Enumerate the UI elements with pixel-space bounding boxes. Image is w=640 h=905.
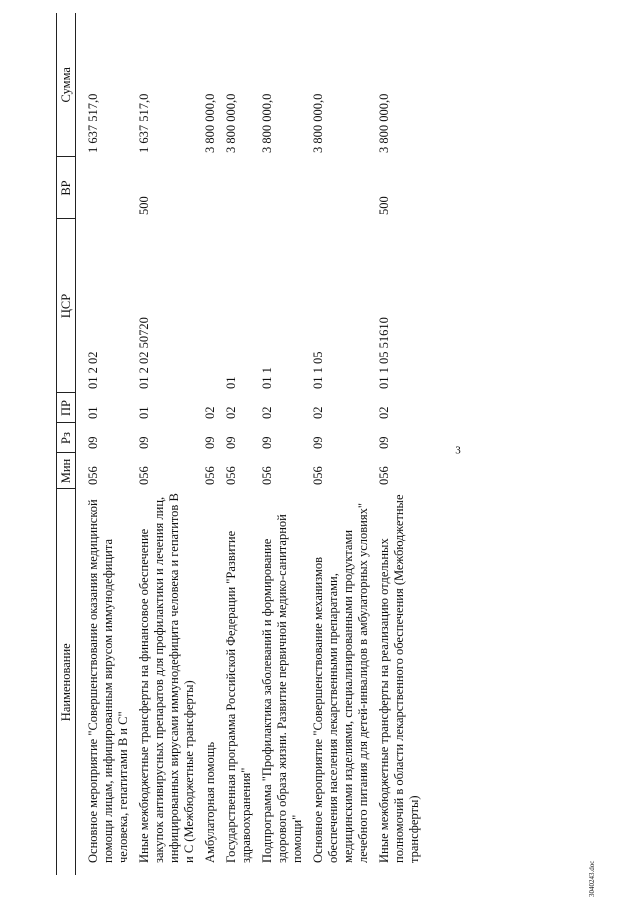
cell-min: 056: [311, 466, 325, 485]
cell-pr: 02: [224, 406, 238, 419]
header-vr: ВР: [57, 157, 76, 219]
cell-vr: [203, 157, 224, 219]
cell-pr: 02: [377, 406, 391, 419]
cell-min: 056: [137, 466, 151, 485]
cell-min: 056: [260, 466, 274, 485]
cell-csr: 01 2 02 50720: [137, 317, 151, 389]
cell-vr: [76, 157, 138, 219]
cell-rz: 09: [203, 436, 217, 449]
cell-vr: 500: [377, 196, 391, 215]
cell-csr: 01 1 05 51610: [377, 317, 391, 389]
cell-vr: [260, 157, 311, 219]
cell-name: Амбулаторная помощь: [203, 741, 217, 863]
header-rz: Рз: [57, 423, 76, 453]
cell-name: Основное мероприятие "Совершенствование механизмов обеспечения населения лекарственными препаратами, медицинскими изделиями, специализированными продуктами лечебного питания для детей-инвалидов в амбулаторных условиях": [311, 503, 370, 863]
cell-pr: 01: [137, 406, 151, 419]
table-row: [311, 13, 377, 875]
cell-sum: 3 800 000,0: [203, 93, 217, 153]
header-min: Мин: [57, 453, 76, 489]
cell-min: 056: [224, 466, 238, 485]
table-row: [224, 13, 260, 875]
cell-csr: 01: [224, 376, 238, 389]
footer-filename: 3040243.doc: [588, 860, 596, 897]
cell-sum: 3 800 000,0: [260, 93, 274, 153]
cell-name: Основное мероприятие "Совершенствование оказания медицинской помощи лицам, инфицированным вирусом иммунодефицита человека, гепатитами В и С": [86, 499, 130, 863]
cell-pr: 02: [203, 406, 217, 419]
cell-name: Государственная программа Российской Федерации "Развитие здравоохранения": [224, 530, 253, 863]
cell-sum: 1 637 517,0: [86, 93, 100, 153]
header-name: Наименование: [57, 489, 76, 875]
cell-rz: 09: [311, 436, 325, 449]
cell-sum: 3 800 000,0: [377, 93, 391, 153]
cell-rz: 09: [224, 436, 238, 449]
table-row: [76, 13, 138, 875]
cell-rz: 09: [377, 436, 391, 449]
cell-csr: [203, 219, 224, 393]
table-header-row: [57, 13, 76, 875]
cell-rz: 09: [260, 436, 274, 449]
cell-vr: 500: [137, 196, 151, 215]
cell-vr: [311, 157, 377, 219]
cell-name: Иные межбюджетные трансферты на финансовое обеспечение закупок антивирусных препаратов для профилактики и лечения лиц, инфицированных вирусами иммунодефицита человека и гепатитов В и С (Межбюджетные трансферты): [137, 493, 196, 863]
cell-pr: 02: [260, 406, 274, 419]
cell-rz: 09: [137, 436, 151, 449]
header-pr: ПР: [57, 393, 76, 423]
table-row: [377, 13, 428, 875]
cell-name: Иные межбюджетные трансферты на реализацию отдельных полномочий в области лекарственного обеспечения (Межбюджетные трансферты): [377, 494, 421, 863]
cell-rz: 09: [86, 436, 100, 449]
cell-csr: 01 2 02: [86, 351, 100, 389]
cell-sum: 3 800 000,0: [224, 93, 238, 153]
cell-csr: 01 1: [260, 367, 274, 389]
budget-table: [56, 13, 428, 875]
cell-min: 056: [203, 466, 217, 485]
table-row: [203, 13, 224, 875]
page-number: 3: [455, 444, 461, 457]
cell-min: 056: [377, 466, 391, 485]
cell-min: 056: [86, 466, 100, 485]
cell-pr: 02: [311, 406, 325, 419]
table-row: [260, 13, 311, 875]
cell-pr: 01: [86, 406, 100, 419]
cell-sum: 1 637 517,0: [137, 93, 151, 153]
header-sum: Сумма: [57, 13, 76, 157]
cell-name: Подпрограмма "Профилактика заболеваний и формирование здорового образа жизни. Развитие первичной медико-санитарной помощи": [260, 514, 304, 863]
cell-csr: 01 1 05: [311, 351, 325, 389]
table-row: [137, 13, 203, 875]
cell-sum: 3 800 000,0: [311, 93, 325, 153]
header-csr: ЦСР: [57, 219, 76, 393]
cell-vr: [224, 157, 260, 219]
